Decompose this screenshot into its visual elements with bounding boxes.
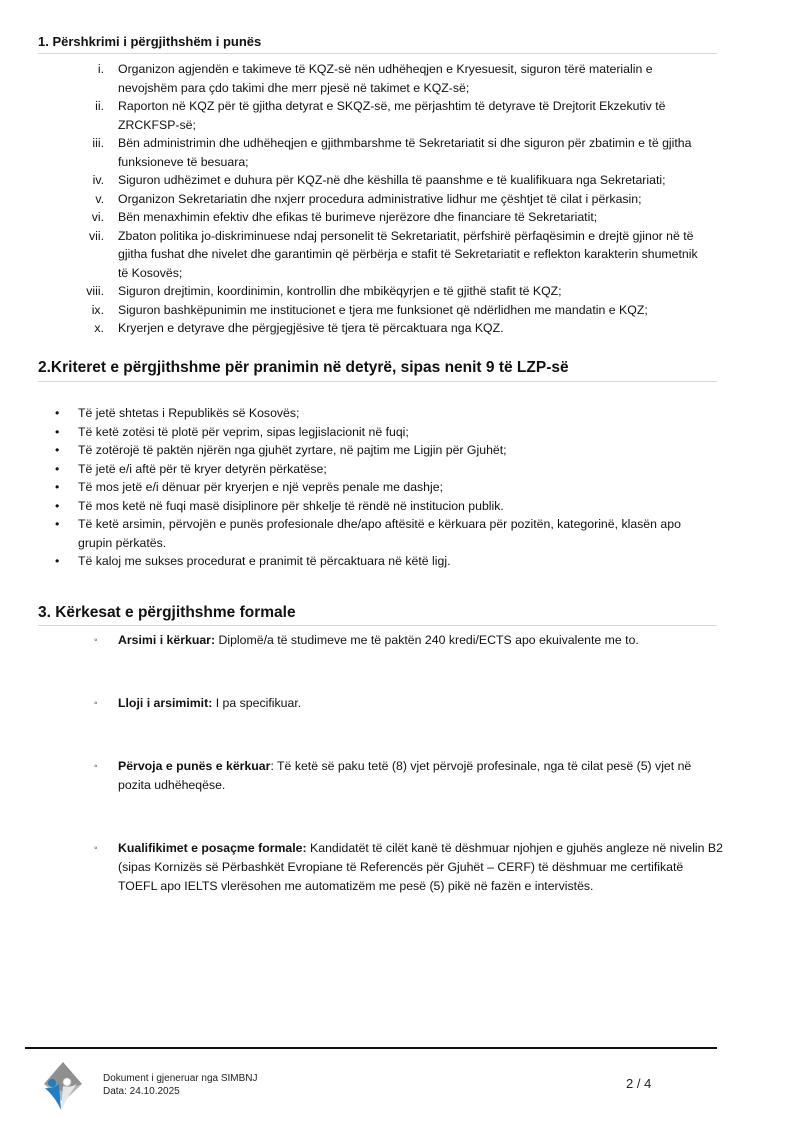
- bullet-icon: •: [55, 498, 60, 513]
- footer-info: [103, 1072, 258, 1098]
- document-date: Data: 24.10.2025: [103, 1086, 180, 1097]
- list-item: • Të zotërojë të paktën njërën nga gjuhët zyrtare, në pajtim me Ligjin për Gjuhët;: [52, 441, 712, 460]
- list-item: viii. Siguron drejtimin, koordinimin, kontrollin dhe mbikëqyrjen e të gjithë stafit të KQZ;: [86, 284, 562, 298]
- list-item: iii. Bën administrimin dhe udhëheqjen e gjithmbarshme të Sekretariatit si dhe siguron për zbatimin e të gjitha funksioneve të besuara;: [92, 136, 692, 169]
- list-item: • Të mos jetë e/i dënuar për kryerjen e një veprës penale me dashje;: [52, 478, 712, 497]
- list-item: ii. Raporton në KQZ për të gjitha detyrat e SKQZ-së, me përjashtim të detyrave të Drejtorit Ekzekutiv të ZRCKFSP-së;: [95, 99, 666, 132]
- list-item: • Të jetë shtetas i Republikës së Kosovës;: [52, 404, 712, 423]
- list-item: x. Kryerjen e detyrave dhe përgjegjësive të tjera të përcaktuara nga KQZ.: [94, 321, 504, 335]
- list-item: iv. Siguron udhëzimet e duhura për KQZ-në dhe këshilla të paanshme e të kualifikuara nga Sekretariati;: [92, 173, 666, 187]
- page-number: 2 / 4: [626, 1076, 652, 1091]
- list-item: • Të ketë zotësi të plotë për veprim, sipas legjislacionit në fuqi;: [52, 423, 712, 442]
- bullet-icon: •: [55, 480, 60, 494]
- footer-divider: [25, 1047, 717, 1049]
- requirement-education-type: ◦ Lloji i arsimimit: I pa specifikuar.: [94, 694, 724, 713]
- list-item: • Të kaloj me sukses procedurat e pranimit të përcaktuara në këtë ligj.: [52, 552, 712, 571]
- bullet-icon: •: [55, 443, 60, 457]
- list-item: • Të mos ketë në fuqi masë disiplinore për shkelje të rëndë në institucion publik.: [52, 497, 712, 516]
- section-3-title: 3. Kërkesat e përgjithshme formale: [38, 604, 717, 626]
- circle-bullet-icon: ◦: [94, 698, 98, 709]
- list-item: vii. Zbaton politika jo-diskriminuese ndaj personelit të Sekretariatit, përfshirë përfaqësimin e drejtë gjinor në të gjitha fushat dhe nivelet dhe garantimin që përbërja e stafit të Sekretariatit e reflekton karakterin shumetnik të Kosovës;: [88, 228, 698, 280]
- requirement-education: ◦ Arsimi i kërkuar: Diplomë/a të studimeve me të paktën 240 kredi/ECTS apo ekuivalente me to.: [94, 631, 724, 650]
- list-item: i. Organizon agjendën e takimeve të KQZ-së nën udhëheqjen e Kryesuesit, siguron tërë materialin e nevojshëm para çdo takimi dhe merr pjesë në takimet e KQZ-së;: [97, 62, 653, 95]
- circle-bullet-icon: ◦: [94, 635, 98, 646]
- criteria-list: [52, 404, 712, 571]
- list-item: • Të ketë arsimin, përvojën e punës profesionale dhe/apo aftësitë e kërkuara për pozitën, kategorinë, klasën apo grupin përkatës.: [55, 517, 681, 550]
- circle-bullet-icon: ◦: [94, 843, 98, 854]
- bullet-icon: •: [55, 406, 60, 420]
- list-item: vi. Bën menaxhimin efektiv dhe efikas të burimeve njerëzore dhe financiare të Sekretariatit;: [91, 210, 598, 224]
- bullet-icon: •: [55, 554, 60, 568]
- circle-bullet-icon: ◦: [94, 761, 98, 772]
- section-2-title: 2.Kriteret e përgjithshme për pranimin në detyrë, sipas nenit 9 të LZP-së: [38, 359, 717, 382]
- list-item: ix. Siguron bashkëpunimin me institucionet e tjera me funksionet që ndërlidhen me mandatin e KQZ;: [91, 302, 648, 317]
- section-1-title: 1. Përshkrimi i përgjithshëm i punës: [38, 34, 717, 54]
- generated-by-text: Dokument i gjeneruar nga SIMBNJ: [103, 1073, 258, 1084]
- bullet-icon: •: [55, 517, 60, 531]
- list-item: v. Organizon Sekretariatin dhe nxjerr procedura administrative lidhur me çështjet të cilat i përkasin;: [95, 191, 642, 206]
- requirement-experience: ◦ Përvoja e punës e kërkuar: Të ketë së paku tetë (8) vjet përvojë profesinale, nga të cilat pesë (5) vjet në pozita udhëheqëse.: [94, 759, 692, 792]
- simbnj-logo-icon: [40, 1062, 82, 1110]
- job-description-list: [70, 60, 710, 338]
- bullet-icon: •: [55, 461, 60, 476]
- requirement-qualifications: ◦ Kualifikimet e posaçme formale: Kandidatët të cilët kanë të dëshmuar njohjen e gjuhës angleze në nivelin B2 (sipas Kornizës së Përbashkët Evropiane të Referencës për Gjuhët – CERF) të dëshmuar me certifikatë TOEFL apo IELTS vlerësohen me automatizëm me pesë (5) pikë në fazën e intervistës.: [94, 841, 723, 893]
- list-item: • Të jetë e/i aftë për të kryer detyrën përkatëse;: [52, 460, 712, 479]
- bullet-icon: •: [55, 424, 60, 439]
